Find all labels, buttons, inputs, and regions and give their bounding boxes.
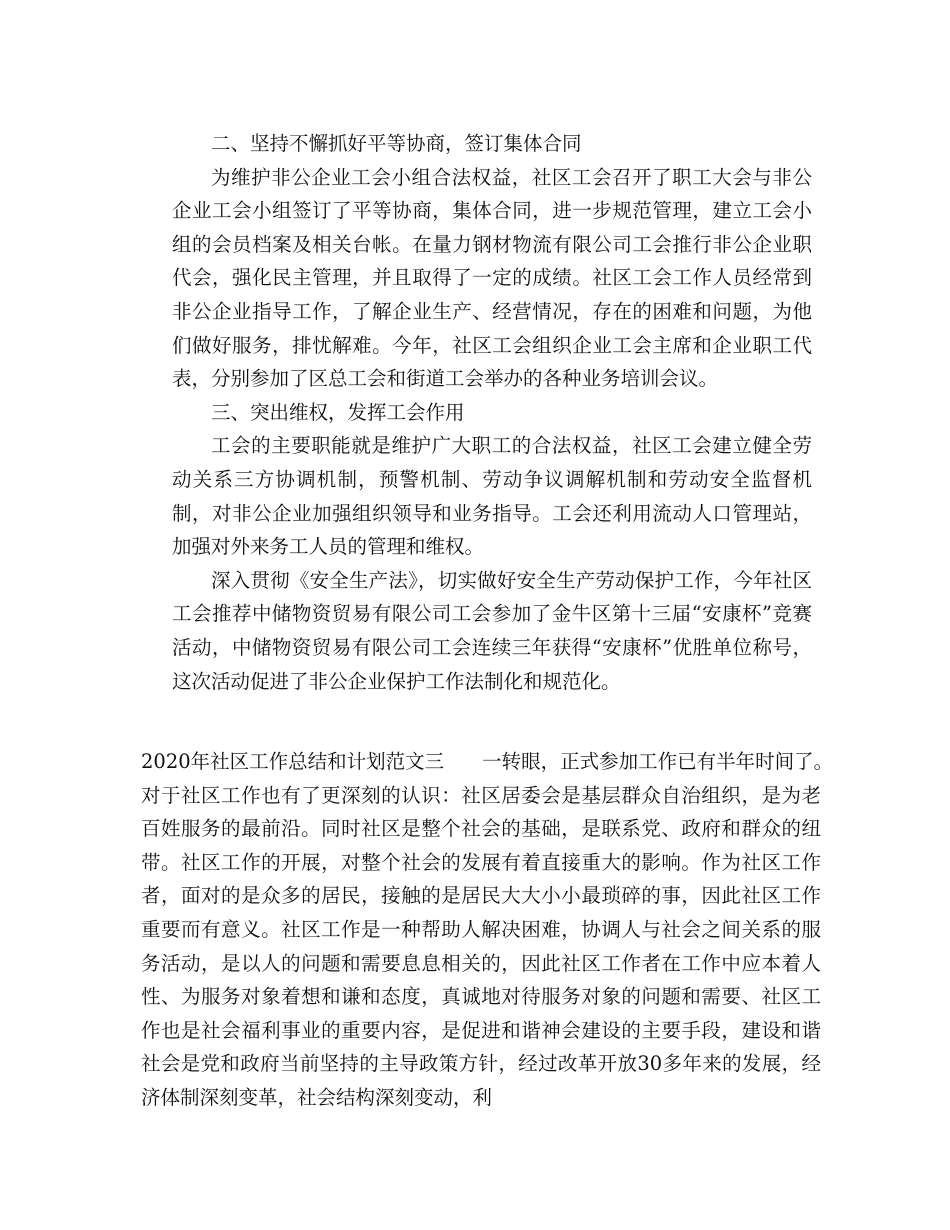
article-title-line (141, 745, 834, 779)
article-section (141, 745, 834, 1115)
section-heading-2: 二、坚持不懈抓好平等协商，签订集体合同 (211, 132, 582, 155)
paragraph-3: 深入贯彻《安全生产法》，切实做好安全生产劳动保护工作，今年社区工会推荐中储物资贸易有限公司工会参加了金牛区第十三届“安康杯”竞赛活动，中储物资贸易有限公司工会连续三年获得“安康杯”优胜单位称号，这次活动促进了非公企业保护工作法制化和规范化。 (172, 568, 812, 693)
article-intro: 一转眼，正式参加工作已有半年时间了。 (482, 750, 834, 773)
article-title: 2020年社区工作总结和计划范文三 (141, 750, 445, 773)
paragraph-2: 工会的主要职能就是维护广大职工的合法权益，社区工会建立健全劳动关系三方协调机制，预警机制、劳动争议调解机制和劳动安全监督机制，对非公企业加强组织领导和业务指导。工会还利用流动人口管理站，加强对外来务工人员的管理和维权。 (172, 434, 812, 559)
paragraph-4: 对于社区工作也有了更深刻的认识：社区居委会是基层群众自治组织，是为老百姓服务的最前沿。同时社区是整个社会的基础，是联系党、政府和群众的纽带。社区工作的开展，对整个社会的发展有着直接重大的影响。作为社区工作者，面对的是众多的居民，接触的是居民大大小小最琐碎的事，因此社区工作重要而有意义。社区工作是一种帮助人解决困难，协调人与社会之间关系的服务活动，是以人的问题和需要息息相关的，因此社区工作者在工作中应本着人性、为服务对象着想和谦和态度，真诚地对待服务对象的问题和需要、社区工作也是社会福利事业的重要内容，是促进和谐神会建设的主要手段，建设和谐社会是党和政府当前坚持的主导政策方针，经过改革开放30多年来的发展，经济体制深刻变革，社会结构深刻变动，利 (141, 783, 821, 1109)
section-heading-3: 三、突出维权，发挥工会作用 (211, 400, 465, 424)
document-body (172, 127, 812, 698)
paragraph-1: 为维护非公企业工会小组合法权益，社区工会召开了职工大会与非公企业工会小组签订了平等协商，集体合同，进一步规范管理，建立工会小组的会员档案及相关台帐。在量力钢材物流有限公司工会推行非公企业职代会，强化民主管理，并且取得了一定的成绩。社区工会工作人员经常到非公企业指导工作，了解企业生产、经营情况，存在的困难和问题，为他们做好服务，排忧解难。今年，社区工会组织企业工会主席和企业职工代表，分别参加了区总工会和街道工会举办的各种业务培训会议。 (172, 165, 812, 391)
